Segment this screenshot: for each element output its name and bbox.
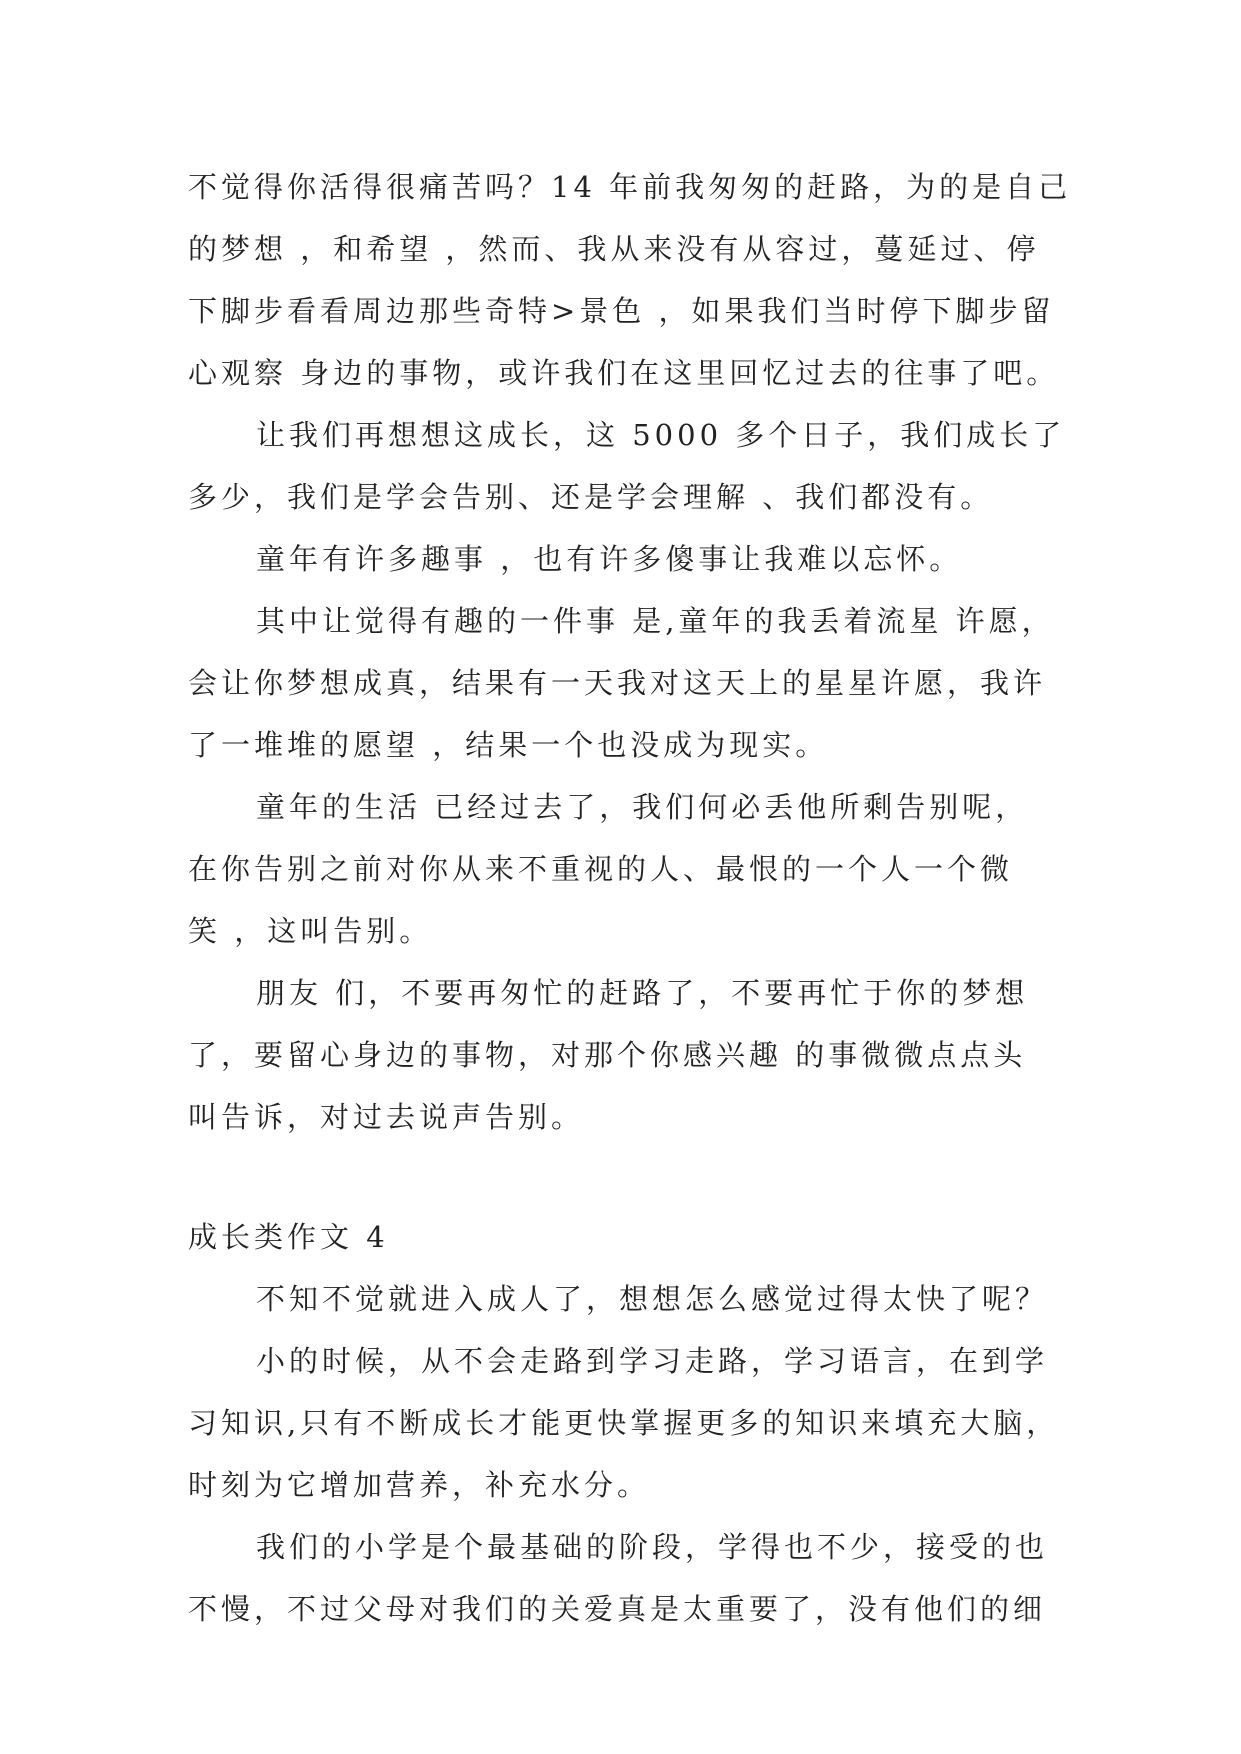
section-heading: 成长类作文 4 [188,1220,389,1254]
text-line: 童年有许多趣事 ，也有许多傻事让我难以忘怀。 [256,542,963,576]
text-line: 在你告别之前对你从来不重视的人、最恨的一个人一个微 [188,852,1014,886]
text-line: 了，要留心身边的事物，对那个你感兴趣 的事微微点点头 [188,1038,1027,1072]
text-line: 小的时候，从不会走路到学习走路，学习语言，在到学 [256,1344,1049,1378]
text-line: 的梦想 ，和希望 ，然而、我从来没有从容过，蔓延过、停 [188,232,1040,266]
text-line: 时刻为它增加营养，补充水分。 [188,1468,651,1502]
text-line: 会让你梦想成真，结果有一天我对这天上的星星许愿，我许 [188,666,1047,700]
text-line: 不觉得你活得很痛苦吗？14 年前我匆匆的赶路，为的是自己 [188,170,1072,204]
text-line: 下脚步看看周边那些奇特>景色 ，如果我们当时停下脚步留 [188,294,1055,328]
document-body [188,156,1078,1640]
text-line: 多少，我们是学会告别、还是学会理解 、我们都没有。 [188,480,994,514]
text-line: 不慢，不过父母对我们的关爱真是太重要了，没有他们的细 [188,1592,1047,1626]
text-line: 心观察 身边的事物，或许我们在这里回忆过去的往事了吧。 [188,356,1060,390]
text-line: 习知识,只有不断成长才能更快掌握更多的知识来填充大脑， [188,1406,1060,1440]
text-line: 不知不觉就进入成人了，想想怎么感觉过得太快了呢？ [256,1282,1049,1316]
text-line: 童年的生活 已经过去了，我们何必丢他所剩告别呢， [256,790,1029,824]
text-line: 其中让觉得有趣的一件事 是,童年的我丢着流星 许愿， [256,604,1055,638]
text-line: 了一堆堆的愿望 ，结果一个也没成为现实。 [188,728,829,762]
text-line: 我们的小学是个最基础的阶段，学得也不少，接受的也 [256,1530,1049,1564]
text-line: 让我们再想想这成长，这 5000 多个日子，我们成长了 [256,418,1066,452]
text-line: 朋友 们，不要再匆忙的赶路了，不要再忙于你的梦想 [256,976,1029,1010]
text-line: 叫告诉，对过去说声告别。 [188,1100,585,1134]
text-line: 笑 ，这叫告别。 [188,914,433,948]
